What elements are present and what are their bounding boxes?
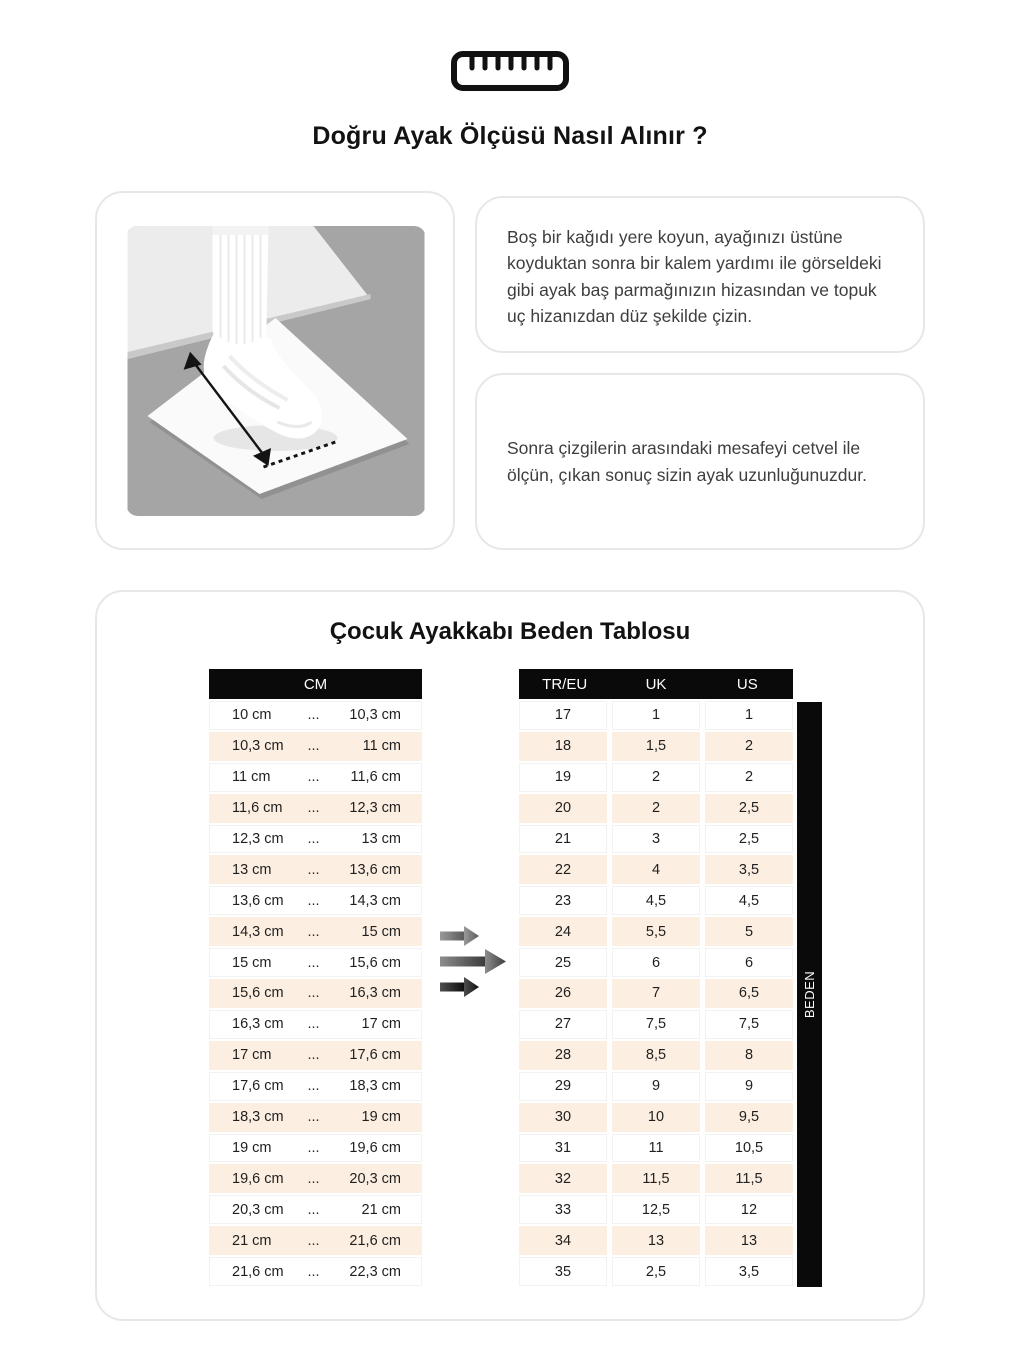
size-table-cell: 11,5 [705, 1164, 793, 1193]
size-table-cell: 12,5 [612, 1195, 700, 1224]
size-table-cell: 2 [612, 763, 700, 792]
cm-table-row: 10,3 cm ... 11 cm [209, 732, 422, 761]
size-table-cell: 2,5 [612, 1257, 700, 1286]
size-table-cell: 30 [519, 1103, 607, 1132]
size-table-cell: 2,5 [705, 794, 793, 823]
size-table-cell: 6 [705, 948, 793, 977]
size-table-cell: 11,5 [612, 1164, 700, 1193]
size-table-cell: 35 [519, 1257, 607, 1286]
cm-table-row: 15,6 cm ... 16,3 cm [209, 979, 422, 1008]
cm-table-row: 13,6 cm ... 14,3 cm [209, 886, 422, 915]
cm-table-body [209, 701, 422, 1286]
cm-table-row: 11,6 cm ... 12,3 cm [209, 794, 422, 823]
size-table-cell: 7,5 [705, 1010, 793, 1039]
size-table-cell: 24 [519, 917, 607, 946]
size-table-cell: 32 [519, 1164, 607, 1193]
size-table-cell: 7,5 [612, 1010, 700, 1039]
beden-side-bar-label: BEDEN [802, 970, 818, 1019]
size-table-cell: 9 [705, 1072, 793, 1101]
cm-table-row: 19,6 cm ... 20,3 cm [209, 1164, 422, 1193]
cm-table-row: 10 cm ... 10,3 cm [209, 701, 422, 730]
size-table-cell: 29 [519, 1072, 607, 1101]
cm-table-row: 17 cm ... 17,6 cm [209, 1041, 422, 1070]
size-table-cell: 9,5 [705, 1103, 793, 1132]
size-table-header [519, 669, 793, 699]
size-table-cell: 11 [612, 1134, 700, 1163]
size-table-cell: 3,5 [705, 1257, 793, 1286]
instruction-step-2-text: Sonra çizgilerin arasındaki mesafeyi cetvel ile ölçün, çıkan sonuç sizin ayak uzunluğunuzdur. [507, 438, 867, 485]
cm-table-row: 21,6 cm ... 22,3 cm [209, 1257, 422, 1286]
size-table-cell: 8,5 [612, 1041, 700, 1070]
size-table-cell: 19 [519, 763, 607, 792]
size-table-cell: 17 [519, 701, 607, 730]
size-table-cell: 2 [705, 763, 793, 792]
size-table-cell: 3 [612, 825, 700, 854]
size-table-cell: 6,5 [705, 979, 793, 1008]
size-table-cell: 13 [705, 1226, 793, 1255]
instruction-step-1 [475, 196, 925, 353]
size-table-cell: 4,5 [705, 886, 793, 915]
size-table-cell: 2 [705, 732, 793, 761]
size-table-cell: 6 [612, 948, 700, 977]
size-table-cell: 22 [519, 855, 607, 884]
size-table-cell: 1,5 [612, 732, 700, 761]
size-table-cell: 10,5 [705, 1134, 793, 1163]
size-table-cell: 4,5 [612, 886, 700, 915]
conversion-arrows-icon [437, 925, 509, 997]
size-table-cell: 9 [612, 1072, 700, 1101]
cm-table-row: 13 cm ... 13,6 cm [209, 855, 422, 884]
size-table-header-uk: UK [645, 675, 667, 693]
size-table-cell: 4 [612, 855, 700, 884]
cm-table-row: 16,3 cm ... 17 cm [209, 1010, 422, 1039]
size-table-cell: 20 [519, 794, 607, 823]
measurement-photo-card [95, 191, 455, 550]
instruction-step-2 [475, 373, 925, 550]
cm-table-row: 12,3 cm ... 13 cm [209, 825, 422, 854]
size-table-cell: 25 [519, 948, 607, 977]
size-table-cell: 5 [705, 917, 793, 946]
size-table-cell: 3,5 [705, 855, 793, 884]
foot-measurement-photo [126, 226, 426, 516]
beden-side-bar [797, 702, 822, 1287]
size-table-cell: 26 [519, 979, 607, 1008]
size-table-header-us: US [736, 675, 758, 693]
cm-table-header: CM [209, 669, 422, 699]
cm-table-row: 20,3 cm ... 21 cm [209, 1195, 422, 1224]
size-chart-title: Çocuk Ayakkabı Beden Tablosu [329, 618, 691, 645]
cm-table-row: 11 cm ... 11,6 cm [209, 763, 422, 792]
size-table-cell: 21 [519, 825, 607, 854]
size-table-body [519, 701, 793, 1286]
page-title: Doğru Ayak Ölçüsü Nasıl Alınır ? [312, 122, 708, 150]
cm-table-row: 21 cm ... 21,6 cm [209, 1226, 422, 1255]
ruler-icon [450, 50, 570, 92]
size-table-cell: 10 [612, 1103, 700, 1132]
cm-table-row: 15 cm ... 15,6 cm [209, 948, 422, 977]
size-table-cell: 12 [705, 1195, 793, 1224]
size-table-cell: 28 [519, 1041, 607, 1070]
size-table-cell: 8 [705, 1041, 793, 1070]
cm-table-row: 18,3 cm ... 19 cm [209, 1103, 422, 1132]
size-table-header-treu: TR/EU [542, 675, 588, 693]
size-table-cell: 13 [612, 1226, 700, 1255]
cm-table-row: 19 cm ... 19,6 cm [209, 1134, 422, 1163]
size-table-cell: 2,5 [705, 825, 793, 854]
size-table-cell: 18 [519, 732, 607, 761]
size-chart-card [95, 590, 925, 1321]
size-table-cell: 1 [612, 701, 700, 730]
instruction-step-1-text: Boş bir kağıdı yere koyun, ayağınızı üstüne koyduktan sonra bir kalem yardımı ile görseldeki gibi ayak baş parmağınızın hizasından ve topuk uç hizanızdan düz şekilde çizin. [507, 227, 882, 326]
size-table-cell: 34 [519, 1226, 607, 1255]
size-table-cell: 23 [519, 886, 607, 915]
size-table-cell: 33 [519, 1195, 607, 1224]
size-table-cell: 27 [519, 1010, 607, 1039]
cm-table-row: 17,6 cm ... 18,3 cm [209, 1072, 422, 1101]
size-table-cell: 31 [519, 1134, 607, 1163]
size-table-cell: 5,5 [612, 917, 700, 946]
size-table-cell: 7 [612, 979, 700, 1008]
size-table-cell: 2 [612, 794, 700, 823]
size-table-cell: 1 [705, 701, 793, 730]
cm-table-row: 14,3 cm ... 15 cm [209, 917, 422, 946]
